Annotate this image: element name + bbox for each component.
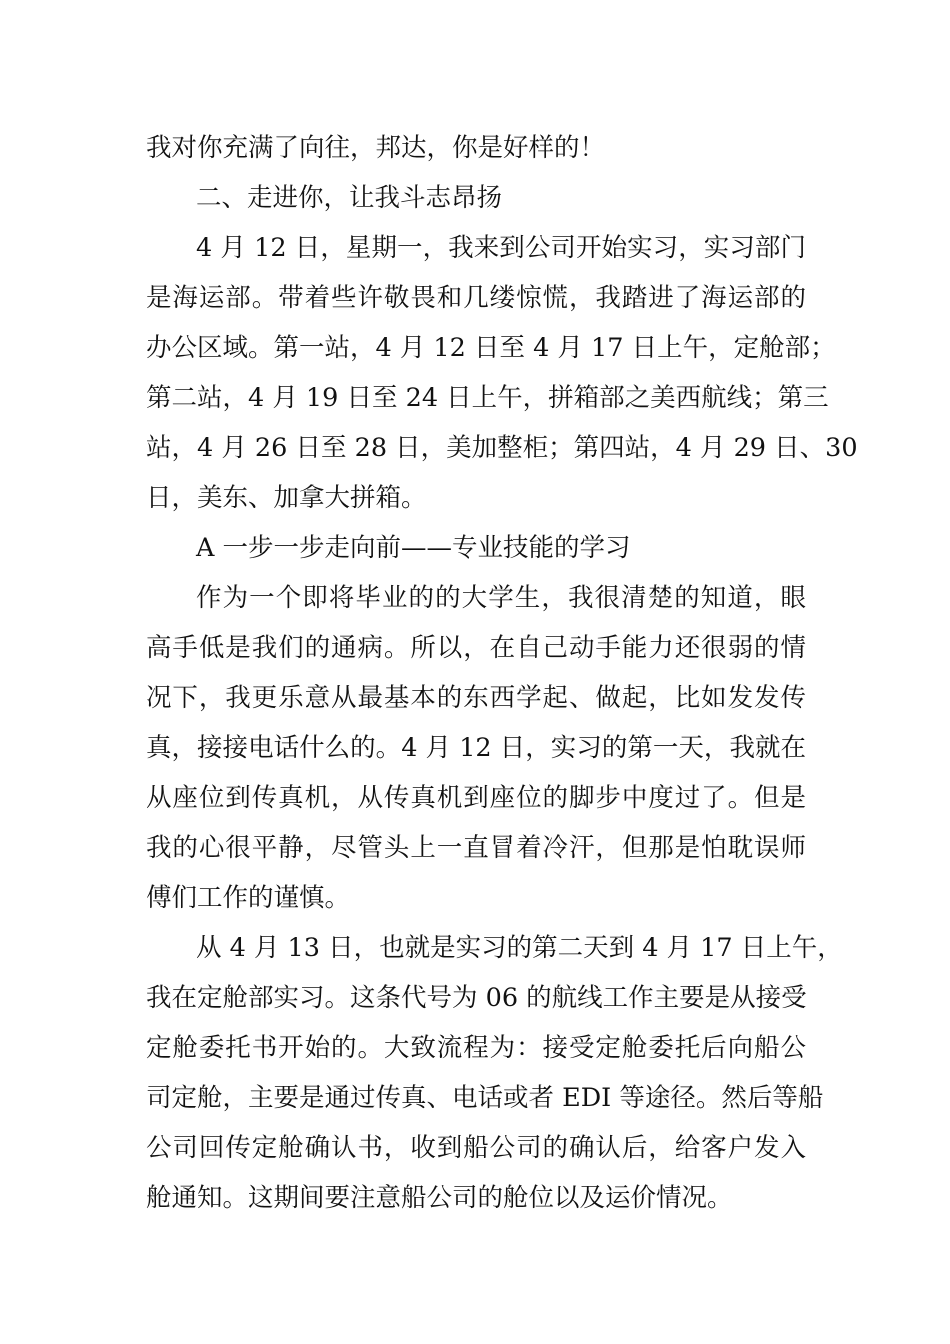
text-line: 从座位到传真机，从传真机到座位的脚步中度过了。但是 — [146, 783, 806, 813]
text-line: 傅们工作的谨慎。 — [146, 883, 351, 913]
text-line: 第二站，4 月 19 日至 24 日上午，拼箱部之美西航线；第三 — [146, 383, 829, 413]
text-line: 日，美东、加拿大拼箱。 — [146, 483, 427, 513]
text-line: 从 4 月 13 日，也就是实习的第二天到 4 月 17 日上午， — [196, 933, 843, 963]
text-line: 公司回传定舱确认书，收到船公司的确认后，给客户发入 — [146, 1133, 806, 1163]
text-line: 我的心很平静，尽管头上一直冒着冷汗，但那是怕耽误师 — [146, 833, 806, 863]
text-line: 4 月 12 日，星期一，我来到公司开始实习，实习部门 — [196, 233, 806, 263]
text-line: 是海运部。带着些许敬畏和几缕惊慌，我踏进了海运部的 — [146, 283, 806, 313]
section-heading: 二、走进你，让我斗志昂扬 — [196, 183, 503, 213]
subsection-heading: A 一步一步走向前——专业技能的学习 — [196, 533, 631, 563]
text-line: 作为一个即将毕业的的大学生，我很清楚的知道，眼 — [196, 583, 806, 613]
text-line: 司定舱，主要是通过传真、电话或者 EDI 等途径。然后等船 — [146, 1083, 824, 1113]
text-line: 办公区域。第一站，4 月 12 日至 4 月 17 日上午，定舱部； — [146, 333, 836, 363]
text-line: 况下，我更乐意从最基本的东西学起、做起，比如发发传 — [146, 683, 806, 713]
text-line: 我在定舱部实习。这条代号为 06 的航线工作主要是从接受 — [146, 983, 807, 1013]
text-line: 真，接接电话什么的。4 月 12 日，实习的第一天，我就在 — [146, 733, 806, 763]
text-line: 高手低是我们的通病。所以，在自己动手能力还很弱的情 — [146, 633, 806, 663]
text-line: 定舱委托书开始的。大致流程为：接受定舱委托后向船公 — [146, 1033, 806, 1063]
text-line: 舱通知。这期间要注意船公司的舱位以及运价情况。 — [146, 1183, 733, 1213]
text-line: 站，4 月 26 日至 28 日，美加整柜；第四站，4 月 29 日、30 — [146, 433, 858, 463]
text-line: 我对你充满了向往，邦达，你是好样的！ — [146, 133, 606, 163]
